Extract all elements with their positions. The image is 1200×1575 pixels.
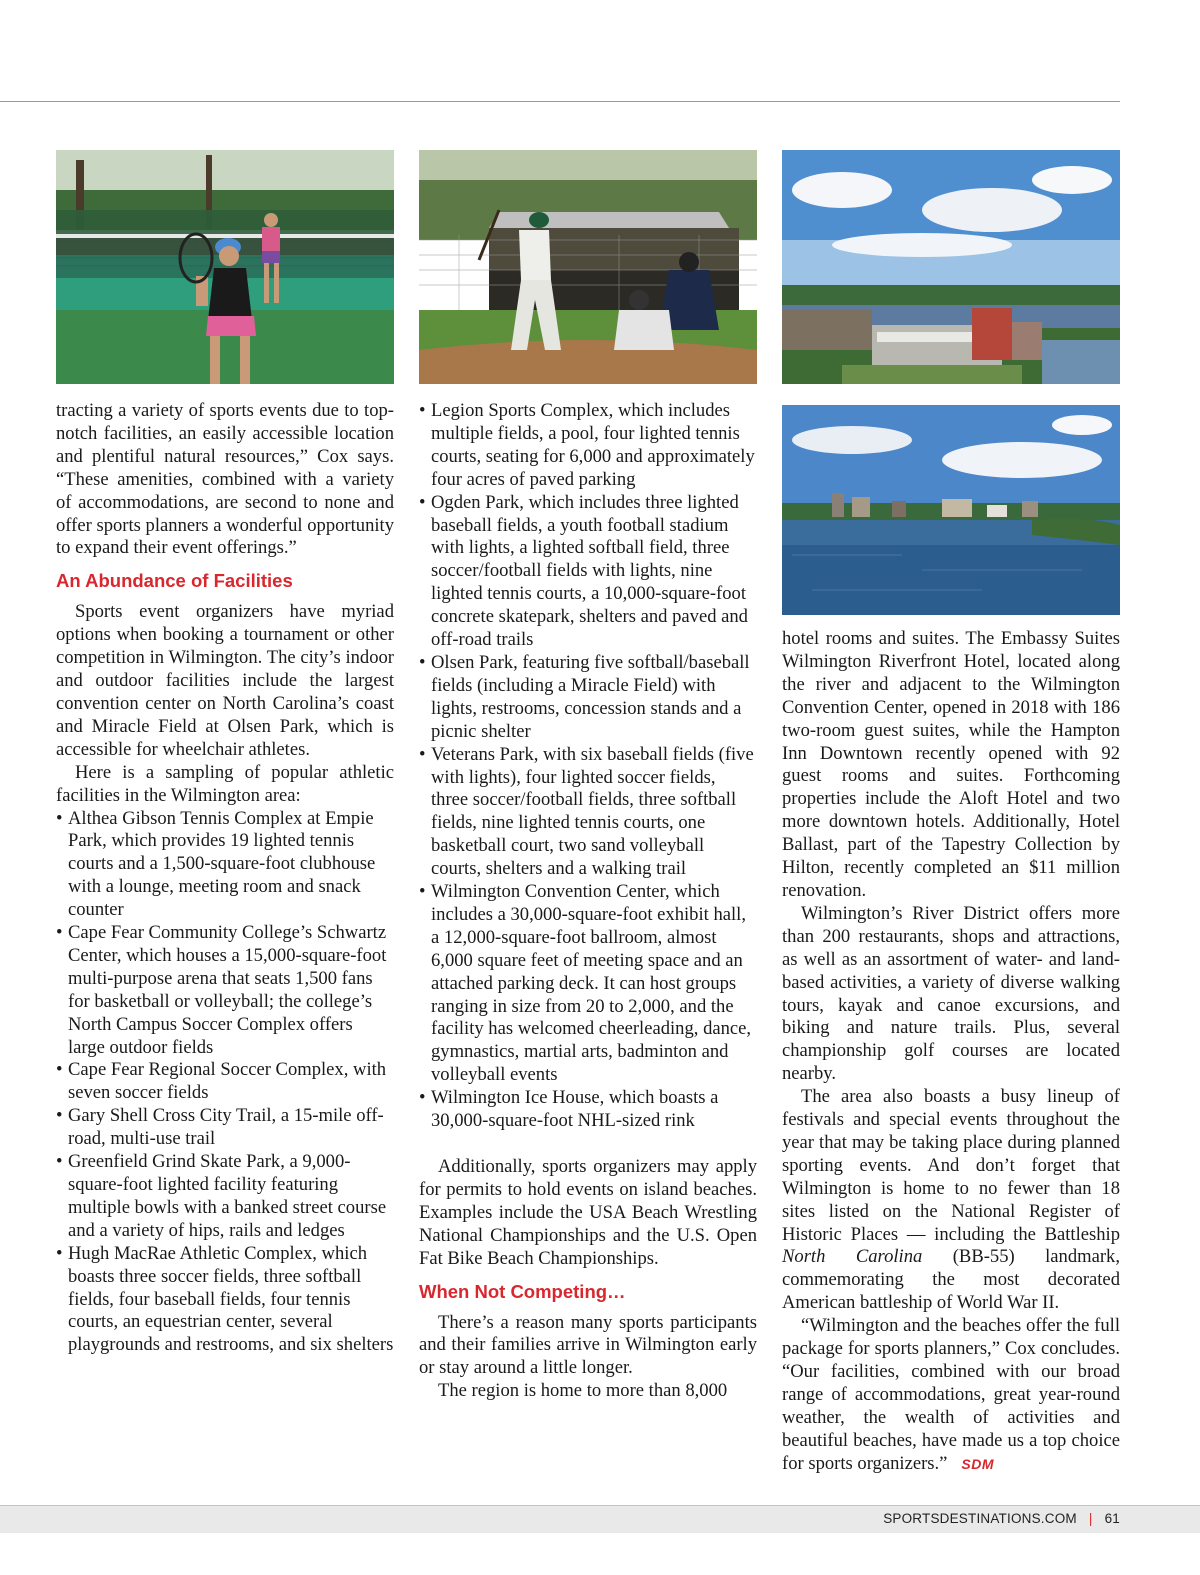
footer-site-link[interactable]: SPORTSDESTINATIONS.COM bbox=[883, 1511, 1077, 1526]
col3-paragraph-3: The area also boasts a busy lineup of festivals and special events throughout the year that may be taking place during planned sporting events. And don’t forget that Wilmington is home to no fewer than 18 sites listed on the National Register of Historic Places — including the Battleship North Carolina (BB-55) landmark, commemorating the most decorated American battleship of World War II. bbox=[782, 1086, 1120, 1314]
bullet-icon: • bbox=[56, 1151, 63, 1173]
bullet-icon: • bbox=[419, 1087, 426, 1109]
col1-paragraph-2: Sports event organizers have myriad options when booking a tournament or other competition in Wilmington. The city’s indoor and outdoor facilities include the largest convention center on North Carolina’s coast and Miracle Field at Olsen Park, which is accessible for wheelchair athletes. bbox=[56, 601, 394, 760]
bullet-icon: • bbox=[419, 400, 426, 421]
list-item: • Legion Sports Complex, which includes multiple fields, a pool, four lighted tennis courts, seating for 6,000 and approximately four acres of paved parking bbox=[419, 400, 755, 490]
col2-paragraph-2: There’s a reason many sports participants and their families arrive in Wilmington early or stay around a little longer. bbox=[419, 1311, 757, 1379]
list-item: • Wilmington Ice House, which boasts a 30,000-square-foot NHL-sized rink bbox=[419, 1087, 719, 1132]
bullet-icon: • bbox=[56, 807, 63, 829]
column-1 bbox=[56, 400, 394, 1357]
bullet-icon: • bbox=[419, 651, 426, 673]
aerial-riverfront-photo bbox=[782, 150, 1120, 384]
bullet-icon: • bbox=[56, 1059, 63, 1081]
list-item: • Gary Shell Cross City Trail, a 15-mile off-road, multi-use trail bbox=[56, 1105, 384, 1150]
river-skyline-photo bbox=[782, 405, 1120, 615]
bullet-icon: • bbox=[56, 1105, 63, 1127]
col3-paragraph-1: hotel rooms and suites. The Embassy Suites Wilmington Riverfront Hotel, located along the river and adjacent to the Wilmington Convention Center, opened in 2018 with 186 two-room guest suites, while the Hampton Inn Downtown recently opened with 92 guest rooms and suites. Forthcoming properties include the Aloft Hotel and two more downtown hotels. Additionally, Hotel Ballast, part of the Tapestry Collection by Hilton, recently completed an $11 million renovation. bbox=[782, 628, 1120, 901]
col1-paragraph-1: tracting a variety of sports events due to top-notch facilities, an easily accessible location and plentiful natural resources,” Cox says. “These amenities, combined with a variety of accommodations, are second to none and offer sports planners a wonderful opportunity to expand their event offerings.” bbox=[56, 400, 394, 559]
bullet-icon: • bbox=[56, 1242, 63, 1264]
bullet-icon: • bbox=[419, 881, 426, 903]
column-3 bbox=[782, 628, 1120, 1476]
list-item: • Hugh MacRae Athletic Complex, which boasts three soccer fields, three softball fields, four baseball fields, four tennis courts, an equestrian center, several playgrounds and restrooms, and six shelters bbox=[56, 1242, 394, 1356]
column-2 bbox=[419, 400, 757, 1403]
list-item: • Veterans Park, with six baseball fields (five with lights), four lighted soccer fields, three soccer/football fields, three softball fields, nine lighted tennis courts, one basketball court, two sand volleyball courts, shelters and a walking trail bbox=[419, 743, 754, 880]
top-rule bbox=[0, 101, 1120, 102]
sdm-end-mark: SDM bbox=[961, 1455, 995, 1472]
bullet-icon: • bbox=[419, 491, 426, 513]
list-item: • Greenfield Grind Skate Park, a 9,000-square-foot lighted facility featuring multiple bowls with a banked street course and a variety of hips, rails and ledges bbox=[56, 1151, 387, 1241]
footer-separator: | bbox=[1088, 1511, 1093, 1526]
footer bbox=[883, 1511, 1120, 1526]
col3-paragraph-2: Wilmington’s River District offers more than 200 restaurants, shops and attractions, as well as an assortment of water- and land-based activities, a variety of diverse walking tours, kayak and canoe excursions, and biking and nature trails. Plus, several championship golf courses are located nearby. bbox=[782, 902, 1120, 1085]
tennis-photo bbox=[56, 150, 394, 384]
ship-name: North Carolina bbox=[782, 1246, 923, 1268]
col2-paragraph-1: Additionally, sports organizers may apply for permits to hold events on island beaches. Examples include the USA Beach Wrestling National Championships and the U.S. Open Fat Bike Beach Championships. bbox=[419, 1156, 757, 1269]
bullet-icon: • bbox=[419, 743, 426, 765]
facility-list-1 bbox=[56, 808, 394, 1358]
list-item: • Althea Gibson Tennis Complex at Empie Park, which provides 19 lighted tennis courts and a 1,500-square-foot clubhouse with a lounge, meeting room and snack counter bbox=[56, 807, 376, 921]
footer-rule bbox=[0, 1505, 1200, 1506]
baseball-photo bbox=[419, 150, 757, 384]
list-item: • Wilmington Convention Center, which includes a 30,000-square-foot exhibit hall, a 12,000-square-foot ballroom, almost 6,000 square feet of meeting space and an attached parking deck. It can host groups ranging in size from 20 to 2,000, and the facility has welcomed cheerleading, dance, gymnastics, martial arts, badminton and volleyball events bbox=[419, 881, 752, 1086]
col1-paragraph-3: Here is a sampling of popular athletic facilities in the Wilmington area: bbox=[56, 761, 394, 806]
facility-list-2 bbox=[419, 400, 757, 1133]
col2-paragraph-3: The region is home to more than 8,000 bbox=[438, 1380, 728, 1402]
page-number: 61 bbox=[1104, 1511, 1120, 1526]
heading-when-not-competing: When Not Competing… bbox=[419, 1280, 626, 1302]
list-item: • Olsen Park, featuring five softball/baseball fields (including a Miracle Field) with lights, restrooms, concession stands and a picnic shelter bbox=[419, 651, 750, 742]
list-item: • Cape Fear Community College’s Schwartz Center, which houses a 15,000-square-foot multi-purpose arena that seats 1,500 fans for basketball or volleyball; the college’s North Campus Soccer Complex offers large outdoor fields bbox=[56, 922, 387, 1058]
heading-abundance-of-facilities: An Abundance of Facilities bbox=[56, 570, 293, 592]
list-item: • Cape Fear Regional Soccer Complex, with seven soccer fields bbox=[56, 1059, 387, 1104]
col3-paragraph-4: “Wilmington and the beaches offer the full package for sports planners,” Cox concludes. “Our facilities, combined with our broad range of accommodations, great year-round weather, the wealth of activities and beautiful beaches, have made us a top choice for sports organizers.” SDM bbox=[782, 1315, 1120, 1474]
list-item: • Ogden Park, which includes three lighted baseball fields, a youth football stadium with lights, a lighted softball field, three soccer/football fields with lights, nine lighted tennis courts, a 10,000-square-foot concrete skatepark, shelters and paved and off-road trails bbox=[419, 491, 748, 651]
bullet-icon: • bbox=[56, 922, 63, 944]
